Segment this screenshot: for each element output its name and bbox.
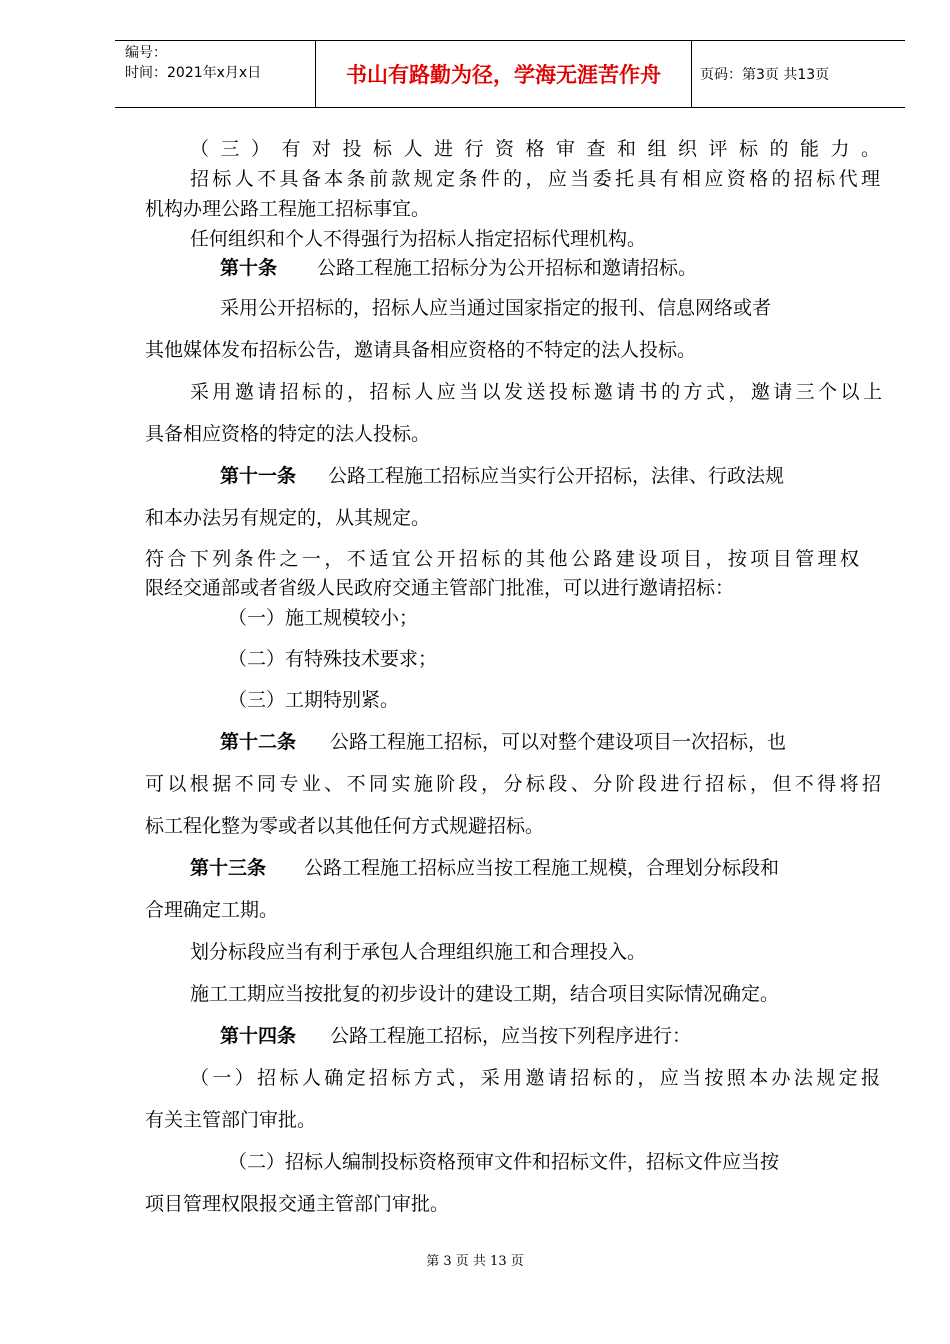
article-11	[220, 464, 882, 488]
paragraph-line: （一）招标人确定招标方式，采用邀请招标的，应当按照本办法规定报	[190, 1067, 880, 1089]
paragraph-line: 项目管理权限报交通主管部门审批。	[145, 1193, 450, 1215]
paragraph-line: 可以根据不同专业、不同实施阶段，分标段、分阶段进行招标，但不得将招	[145, 773, 881, 795]
article-text: 公路工程施工招标分为公开招标和邀请招标。	[317, 257, 698, 279]
paragraph-line: 机构办理公路工程施工招标事宜。	[145, 198, 431, 220]
paragraph-line: 符合下列条件之一，不适宜公开招标的其他公路建设项目，按项目管理权	[145, 548, 859, 570]
page-header	[115, 40, 905, 108]
paragraph-line: 划分标段应当有利于承包人合理组织施工和合理投入。	[190, 941, 647, 963]
article-title: 第十四条	[220, 1025, 297, 1047]
paragraph-line: 标工程化整为零或者以其他任何方式规避招标。	[145, 815, 545, 837]
paragraph-line: 有关主管部门审批。	[145, 1109, 317, 1131]
page-footer: 第 3 页 共 13 页	[426, 1254, 524, 1269]
article-title: 第十条	[220, 257, 278, 279]
paragraph-line: 招标人不具备本条前款规定条件的，应当委托具有相应资格的招标代理	[190, 168, 880, 190]
header-info-cell	[115, 41, 315, 107]
article-text: 公路工程施工招标应当实行公开招标，法律、行政法规	[328, 465, 785, 487]
article-text: 公路工程施工招标，可以对整个建设项目一次招标，也	[330, 731, 787, 753]
article-title: 第十一条	[220, 465, 297, 487]
paragraph-line: 和本办法另有规定的，从其规定。	[145, 507, 431, 529]
list-item: （一）施工规模较小；	[228, 607, 419, 629]
paragraph-line: 任何组织和个人不得强行为招标人指定招标代理机构。	[190, 228, 647, 250]
article-13	[190, 856, 779, 880]
paragraph-line: 合理确定工期。	[145, 899, 279, 921]
article-title: 第十三条	[190, 857, 267, 879]
list-item: （二）有特殊技术要求；	[228, 648, 438, 670]
paragraph-line: （二）招标人编制投标资格预审文件和招标文件，招标文件应当按	[228, 1151, 780, 1173]
paragraph-line: 其他媒体发布招标公告，邀请具备相应资格的不特定的法人投标。	[145, 339, 697, 361]
paragraph-line: 具备相应资格的特定的法人投标。	[145, 423, 431, 445]
paragraph-line: 采用邀请招标的，招标人应当以发送投标邀请书的方式，邀请三个以上	[190, 381, 882, 403]
article-text: 公路工程施工招标应当按工程施工规模，合理划分标段和	[304, 857, 780, 879]
paragraph-line: 限经交通部或者省级人民政府交通主管部门批准，可以进行邀请招标：	[145, 577, 735, 599]
article-title: 第十二条	[220, 731, 297, 753]
header-page-number: 页码：第3页 共13页	[700, 67, 830, 83]
article-text: 公路工程施工招标，应当按下列程序进行：	[330, 1025, 692, 1047]
header-motto: 书山有路勤为径，学海无涯苦作舟	[315, 41, 692, 107]
document-number-label: 编号：	[125, 45, 167, 61]
document-time-label: 时间：2021年x月x日	[125, 65, 262, 81]
paragraph-line: 采用公开招标的，招标人应当通过国家指定的报刊、信息网络或者	[220, 297, 772, 319]
list-item: （三）工期特别紧。	[228, 689, 400, 711]
article-14	[220, 1024, 691, 1048]
article-10	[220, 256, 697, 280]
paragraph-line: 施工工期应当按批复的初步设计的建设工期，结合项目实际情况确定。	[190, 983, 780, 1005]
paragraph-line: （三）有对投标人进行资格审查和组织评标的能力。	[190, 138, 880, 160]
article-12	[220, 730, 786, 754]
